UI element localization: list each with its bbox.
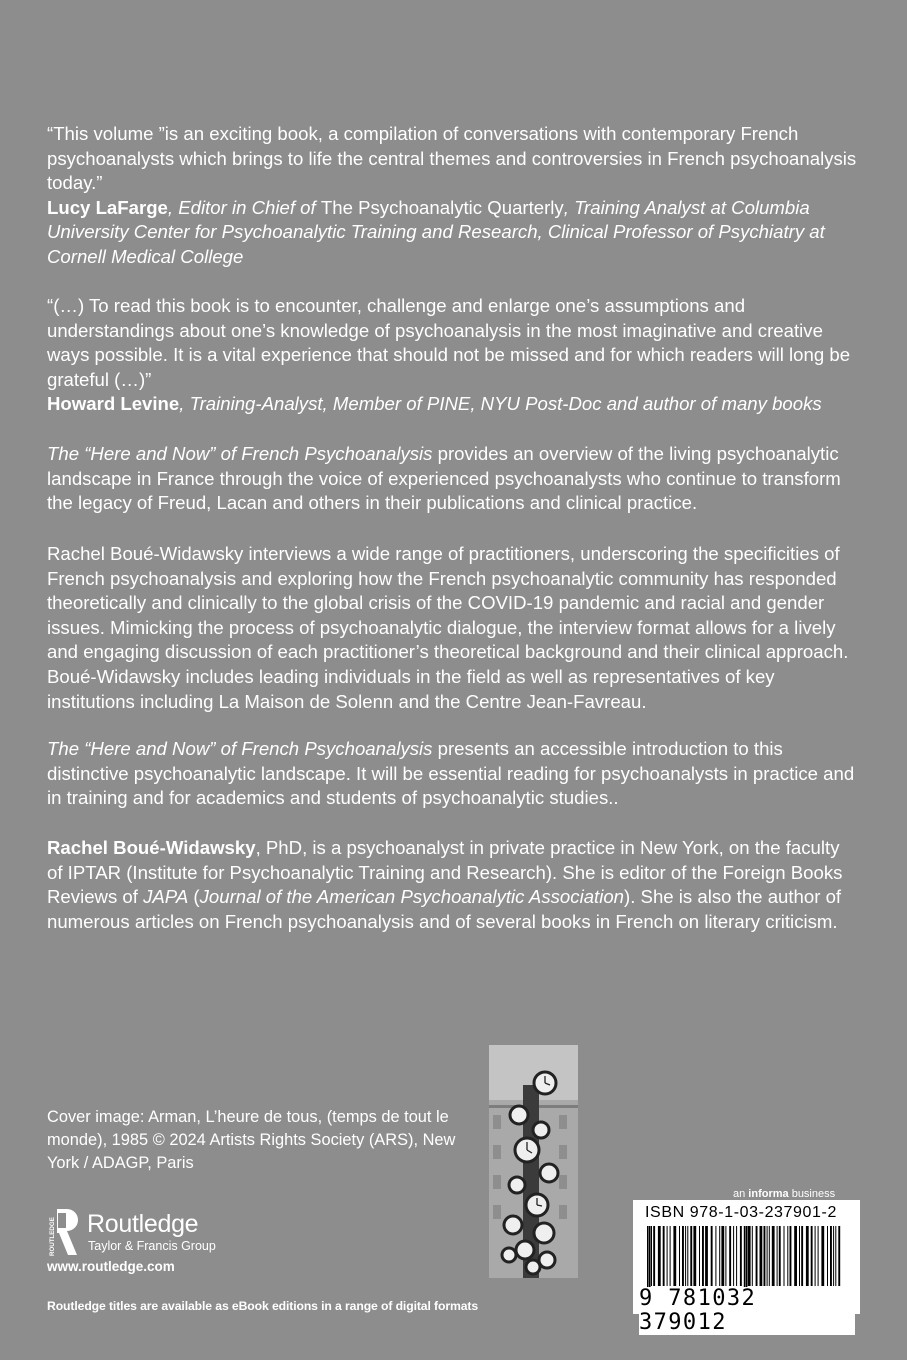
routledge-vertical-mark: ROUTLEDGE bbox=[49, 1217, 56, 1256]
endorser-role-cont: , Training Analyst at Columbia University Center for Psychoanalytic Training and Research, Clinical Professor of Psychiatry at Cornell Medical College bbox=[47, 196, 825, 267]
barcode-bar bbox=[777, 1226, 778, 1286]
isbn-number: ISBN 978-1-03-237901-2 bbox=[645, 1204, 837, 1221]
barcode-bar bbox=[801, 1226, 803, 1286]
barcode-bar bbox=[711, 1226, 713, 1286]
barcode-bar bbox=[721, 1226, 724, 1286]
description-paragraph-3 bbox=[47, 737, 859, 811]
publisher-group: Taylor & Francis Group bbox=[88, 1239, 216, 1253]
book-title: The “Here and Now” of French Psychoanalysis bbox=[47, 443, 433, 464]
barcode-bar bbox=[740, 1226, 742, 1286]
barcode-bar bbox=[682, 1226, 684, 1286]
barcode-bar bbox=[693, 1226, 696, 1286]
barcode-bar bbox=[815, 1226, 816, 1286]
journal-abbrev: JAPA bbox=[143, 886, 189, 908]
barcode-bar bbox=[690, 1226, 692, 1286]
barcode-bar bbox=[818, 1226, 819, 1286]
endorsement-quote: “This volume ”is an exciting book, a compilation of conversations with contemporary French psychoanalysts which brings to life the central themes and controversies in French psychoanalysis today.” bbox=[47, 123, 857, 194]
barcode-bar bbox=[715, 1226, 716, 1286]
endorser-name: Howard Levine bbox=[47, 393, 180, 415]
barcode-bar bbox=[653, 1226, 655, 1286]
barcode-bar bbox=[827, 1226, 828, 1286]
endorser-name: Lucy LaFarge bbox=[47, 196, 168, 218]
description-text: provides an overview of the living psychoanalytic landscape in France through the voice of experienced psychoanalysts who continue to transform the legacy of Freud, Lacan and others in their publications and clinical practice. bbox=[47, 443, 841, 514]
journal-title: The Psychoanalytic Quarterly bbox=[320, 196, 564, 218]
barcode-bar bbox=[806, 1226, 809, 1286]
barcode-bar bbox=[670, 1226, 671, 1286]
description-text: presents an accessible introduction to this distinctive psychoanalytic landscape. It will be essential reading for psychoanalysts in practice and in training and for academics and students of psychoanalytic studies.. bbox=[47, 738, 855, 809]
barcode-bar bbox=[748, 1226, 751, 1286]
barcode-bar bbox=[733, 1226, 734, 1286]
barcode-bar bbox=[687, 1226, 688, 1286]
publisher-website[interactable]: www.routledge.com bbox=[47, 1259, 175, 1274]
endorsement-levine bbox=[47, 294, 859, 417]
isbn-barcode-block bbox=[633, 1200, 860, 1335]
barcode-bar bbox=[772, 1226, 775, 1286]
endorser-role: , Editor in Chief of bbox=[167, 196, 321, 218]
barcode-bar bbox=[779, 1226, 781, 1286]
clock-sculpture-photo bbox=[489, 1045, 578, 1278]
barcode-bar bbox=[667, 1226, 668, 1286]
barcode-bar bbox=[685, 1226, 686, 1286]
barcode-bar bbox=[725, 1226, 726, 1286]
barcode-bar bbox=[729, 1226, 731, 1286]
endorsement-quote: “(…) To read this book is to encounter, challenge and enlarge one’s assumptions and understandings about one’s knowledge of psychoanalysis in the most imaginative and creative ways possible. It is a vital experience that should not be missed and for which readers will long be grateful (…)” bbox=[47, 295, 851, 390]
barcode-bar bbox=[756, 1226, 758, 1286]
endorsement-attribution bbox=[47, 196, 859, 270]
routledge-logo bbox=[47, 1207, 307, 1257]
barcode-bar bbox=[821, 1226, 824, 1286]
cover-image-credit: Cover image: Arman, L’heure de tous, (temps de tout le monde), 1985 © 2024 Artists Rights Society (ARS), New York / ADAGP, Paris bbox=[47, 1108, 456, 1172]
book-title: The “Here and Now” of French Psychoanalysis bbox=[47, 738, 433, 759]
barcode-bar bbox=[799, 1226, 800, 1286]
barcode-bar bbox=[673, 1226, 676, 1286]
description-paragraph-2 bbox=[47, 542, 859, 714]
barcode-bar bbox=[787, 1226, 788, 1286]
informa-brand: informa bbox=[748, 1188, 789, 1200]
author-bio-text: , PhD, is a psychoanalyst in private practice in New York, on the faculty of IPTAR (Institute for Psychoanalytic Training and Research). She is editor of the Foreign Books Reviews of bbox=[47, 837, 843, 908]
barcode-bar bbox=[702, 1226, 704, 1286]
barcode-bar bbox=[833, 1226, 834, 1286]
barcode-bar bbox=[663, 1226, 665, 1286]
barcode-bar bbox=[767, 1226, 768, 1286]
barcode-bar bbox=[699, 1226, 700, 1286]
routledge-logo-icon bbox=[47, 1207, 79, 1257]
barcode-bar bbox=[658, 1226, 661, 1286]
barcode-bar bbox=[760, 1226, 763, 1286]
journal-full-name: Journal of the American Psychoanalytic Association bbox=[199, 886, 625, 908]
barcode-bar bbox=[784, 1226, 785, 1286]
barcode-bar bbox=[679, 1226, 680, 1286]
description-text: Rachel Boué-Widawsky interviews a wide range of practitioners, underscoring the specificities of French psychoanalysis and exploring how the French psychoanalytic community has responded theoretically and clinically to the global crisis of the COVID-19 pandemic and racial and gender issues. Mimicking the process of psychoanalytic dialogue, the interview format allows for a lively and engaging discussion of each practitioner’s theoretical background and their clinical approach. Boué-Widawsky includes leading individuals in the field as well as representatives of key institutions including La Maison de Solenn and the Centre Jean-Favreau. bbox=[47, 543, 849, 712]
publisher-name: Routledge bbox=[87, 1210, 199, 1238]
endorsement-attribution bbox=[47, 392, 859, 417]
barcode-bar bbox=[705, 1226, 708, 1286]
barcode-bar bbox=[835, 1226, 836, 1286]
author-bio-text: ( bbox=[188, 886, 200, 908]
ebook-availability-note: Routledge titles are available as eBook editions in a range of digital formats bbox=[47, 1299, 479, 1313]
author-name: Rachel Boué-Widawsky bbox=[47, 837, 256, 858]
description-paragraph-1 bbox=[47, 442, 859, 516]
barcode-bar bbox=[719, 1226, 720, 1286]
barcode-bar bbox=[830, 1226, 832, 1286]
barcode-bar bbox=[794, 1226, 797, 1286]
author-bio bbox=[47, 836, 859, 934]
barcode-digits: 9 781032 379012 bbox=[639, 1287, 855, 1335]
endorsement-lafarge bbox=[47, 122, 859, 270]
barcode-bar bbox=[764, 1226, 766, 1286]
barcode-bar bbox=[752, 1226, 753, 1286]
barcode-bar bbox=[651, 1226, 652, 1286]
informa-business-label: an informa business bbox=[733, 1188, 836, 1200]
barcode-bar bbox=[811, 1226, 813, 1286]
barcode-bar bbox=[790, 1226, 792, 1286]
barcode-bar bbox=[769, 1226, 770, 1286]
author-bio-text: ). She is also the author of numerous articles on French psychoanalysis and of several books in French on literary criticism. bbox=[47, 886, 842, 932]
barcode-bar bbox=[736, 1226, 737, 1286]
barcode-bar bbox=[838, 1226, 840, 1286]
endorser-role: , Training-Analyst, Member of PINE, NYU Post-Doc and author of many books bbox=[179, 393, 822, 415]
